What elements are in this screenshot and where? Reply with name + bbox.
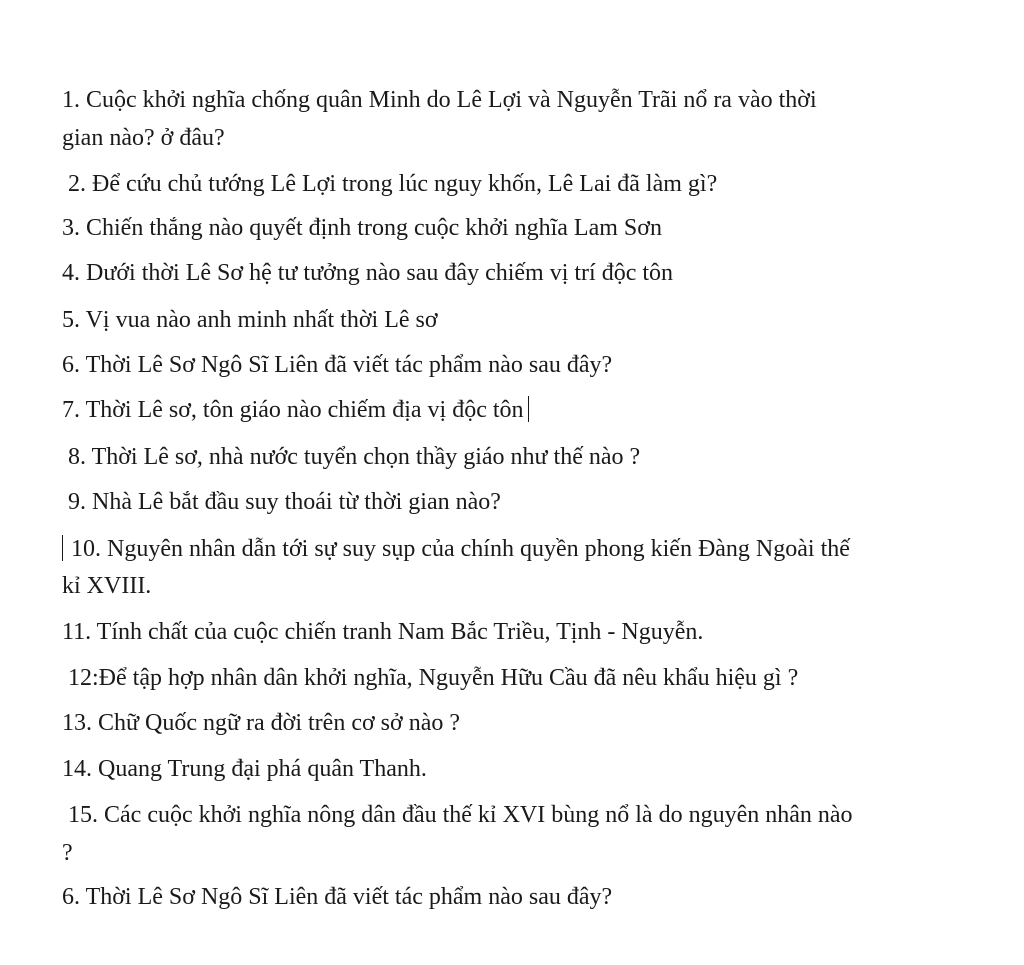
question-13: 13. Chữ Quốc ngữ ra đời trên cơ sở nào ? xyxy=(62,710,461,736)
selection-bar-marker xyxy=(62,535,63,561)
question-6-repeat: 6. Thời Lê Sơ Ngô Sĩ Liên đã viết tác phẩm nào sau đây? xyxy=(62,884,613,910)
question-15-line-1: 15. Các cuộc khởi nghĩa nông dân đầu thế kỉ XVI bùng nổ là do nguyên nhân nào xyxy=(68,802,853,828)
question-10-line-2: kỉ XVIII. xyxy=(62,573,152,599)
question-15-line-2: ? xyxy=(62,840,73,866)
question-10-line-1: 10. Nguyên nhân dẫn tới sự suy sụp của chính quyền phong kiến Đàng Ngoài thế xyxy=(71,536,850,562)
question-5: 5. Vị vua nào anh minh nhất thời Lê sơ xyxy=(62,307,438,333)
question-8: 8. Thời Lê sơ, nhà nước tuyển chọn thầy giáo như thế nào ? xyxy=(68,444,641,470)
question-1-line-1: 1. Cuộc khởi nghĩa chống quân Minh do Lê Lợi và Nguyễn Trãi nổ ra vào thời xyxy=(62,87,817,113)
question-1-line-2: gian nào? ở đâu? xyxy=(62,125,225,151)
question-9: 9. Nhà Lê bắt đầu suy thoái từ thời gian nào? xyxy=(68,489,501,515)
question-6: 6. Thời Lê Sơ Ngô Sĩ Liên đã viết tác phẩm nào sau đây? xyxy=(62,352,613,378)
question-3: 3. Chiến thắng nào quyết định trong cuộc khởi nghĩa Lam Sơn xyxy=(62,215,662,241)
question-7-row xyxy=(62,393,529,427)
question-4: 4. Dưới thời Lê Sơ hệ tư tưởng nào sau đây chiếm vị trí độc tôn xyxy=(62,260,674,286)
question-12: 12:Để tập hợp nhân dân khởi nghĩa, Nguyễn Hữu Cầu đã nêu khẩu hiệu gì ? xyxy=(68,665,799,691)
question-2: 2. Để cứu chủ tướng Lê Lợi trong lúc nguy khốn, Lê Lai đã làm gì? xyxy=(68,171,718,197)
question-10-line-1-row xyxy=(62,532,850,566)
question-7: 7. Thời Lê sơ, tôn giáo nào chiếm địa vị độc tôn xyxy=(62,397,524,423)
question-11: 11. Tính chất của cuộc chiến tranh Nam Bắc Triều, Tịnh - Nguyễn. xyxy=(62,619,704,645)
text-cursor xyxy=(528,396,529,422)
question-14: 14. Quang Trung đại phá quân Thanh. xyxy=(62,756,427,782)
